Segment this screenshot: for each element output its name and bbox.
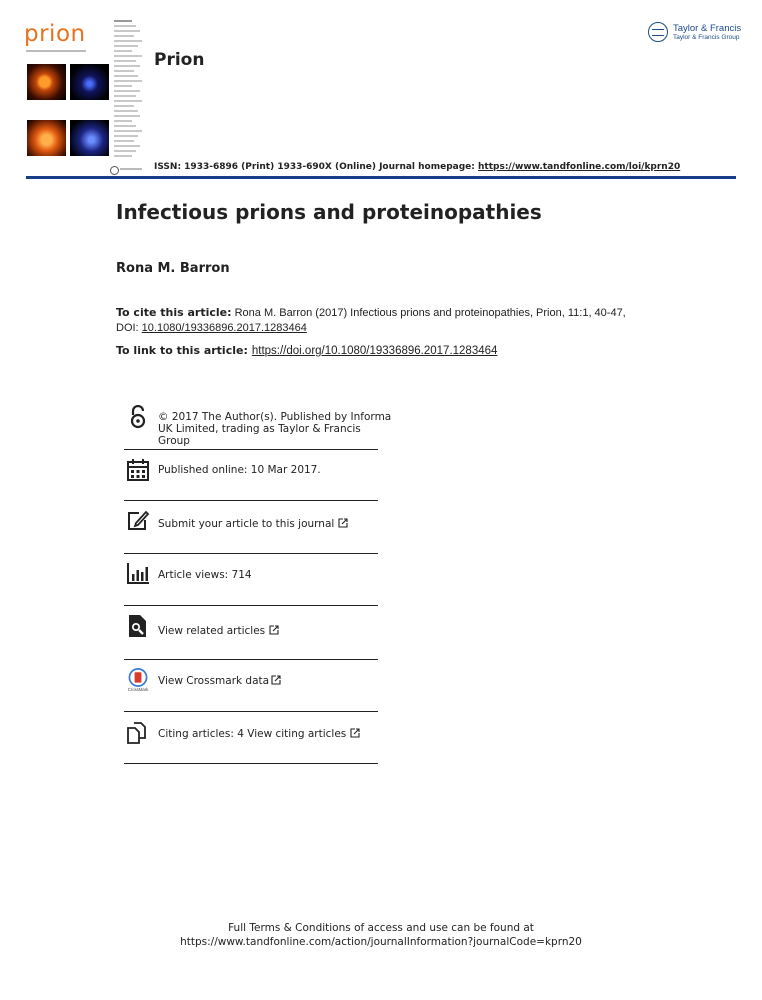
cover-micrograph xyxy=(70,120,109,156)
issn-text: ISSN: 1933-6896 (Print) 1933-690X (Online) Journal homepage: xyxy=(154,162,479,172)
license-text xyxy=(158,411,391,447)
crossmark-label: View Crossmark data xyxy=(158,675,270,687)
open-access-icon xyxy=(126,405,150,429)
cover-micrograph xyxy=(70,64,109,100)
search-document-icon xyxy=(126,614,150,638)
external-link-icon xyxy=(338,518,348,528)
cover-contents-column xyxy=(114,20,144,168)
license-line: Group xyxy=(158,435,190,447)
license-line: © 2017 The Author(s). Published by Informa xyxy=(158,411,392,423)
article-link-line xyxy=(116,344,497,357)
citing-articles-link[interactable] xyxy=(158,728,360,740)
list-item-views xyxy=(124,554,378,606)
journal-cover xyxy=(24,20,146,175)
cover-micrograph xyxy=(27,120,66,156)
publisher-group: Taylor & Francis Group xyxy=(673,34,740,41)
edit-icon xyxy=(126,509,150,533)
journal-homepage-link[interactable]: https://www.tandfonline.com/loi/kprn20 xyxy=(478,162,681,172)
crossmark-icon xyxy=(126,668,150,692)
list-item-citing[interactable] xyxy=(124,712,378,764)
crossmark-link[interactable] xyxy=(158,675,281,687)
cover-micrograph xyxy=(27,64,66,100)
publisher-name: Taylor & Francis xyxy=(673,23,742,34)
external-link-icon xyxy=(350,728,360,738)
taylor-francis-logo[interactable] xyxy=(648,22,748,46)
article-info-list xyxy=(124,400,392,764)
calendar-icon xyxy=(126,458,150,482)
cover-publisher-badge xyxy=(110,166,144,174)
article-title: Infectious prions and proteinopathies xyxy=(116,200,542,224)
cover-divider xyxy=(26,50,86,52)
issn-line xyxy=(154,162,680,172)
external-link-icon xyxy=(269,625,279,635)
bar-chart-icon xyxy=(126,561,150,585)
taylor-francis-emblem-icon xyxy=(648,22,668,42)
published-date: Published online: 10 Mar 2017. xyxy=(158,464,321,476)
header-divider xyxy=(26,176,736,179)
citing-articles-label: Citing articles: 4 View citing articles xyxy=(158,728,347,740)
svg-text:CrossMark: CrossMark xyxy=(127,687,149,692)
list-item-license xyxy=(124,400,392,450)
related-articles-label: View related articles xyxy=(158,625,266,637)
article-author: Rona M. Barron xyxy=(116,261,230,276)
cite-text: Rona M. Barron (2017) Infectious prions and proteinopathies, Prion, 11:1, 40-47, DOI: xyxy=(116,307,626,334)
terms-text: Full Terms & Conditions of access and use can be found at xyxy=(228,922,534,934)
list-item-related[interactable] xyxy=(124,606,378,660)
citation xyxy=(116,305,636,336)
terms-footer xyxy=(0,921,762,949)
link-label: To link to this article: xyxy=(116,344,248,357)
cite-label: To cite this article: xyxy=(116,306,232,319)
submit-article-link[interactable] xyxy=(158,518,348,530)
cover-logo: prion xyxy=(24,21,86,47)
journal-name: Prion xyxy=(154,50,205,70)
list-item-submit[interactable] xyxy=(124,501,378,554)
license-line: UK Limited, trading as Taylor & Francis xyxy=(158,423,361,435)
related-articles-link[interactable] xyxy=(158,625,279,637)
list-item-crossmark[interactable] xyxy=(124,660,378,712)
terms-url[interactable]: https://www.tandfonline.com/action/journalInformation?journalCode=kprn20 xyxy=(180,936,582,948)
submit-article-label: Submit your article to this journal xyxy=(158,518,335,530)
list-item-published xyxy=(124,450,378,501)
citing-articles-icon xyxy=(126,721,150,745)
article-views: Article views: 714 xyxy=(158,569,252,581)
doi-link[interactable]: 10.1080/19336896.2017.1283464 xyxy=(141,322,307,334)
article-url-link[interactable]: https://doi.org/10.1080/19336896.2017.1283464 xyxy=(251,345,498,357)
external-link-icon xyxy=(271,675,281,685)
